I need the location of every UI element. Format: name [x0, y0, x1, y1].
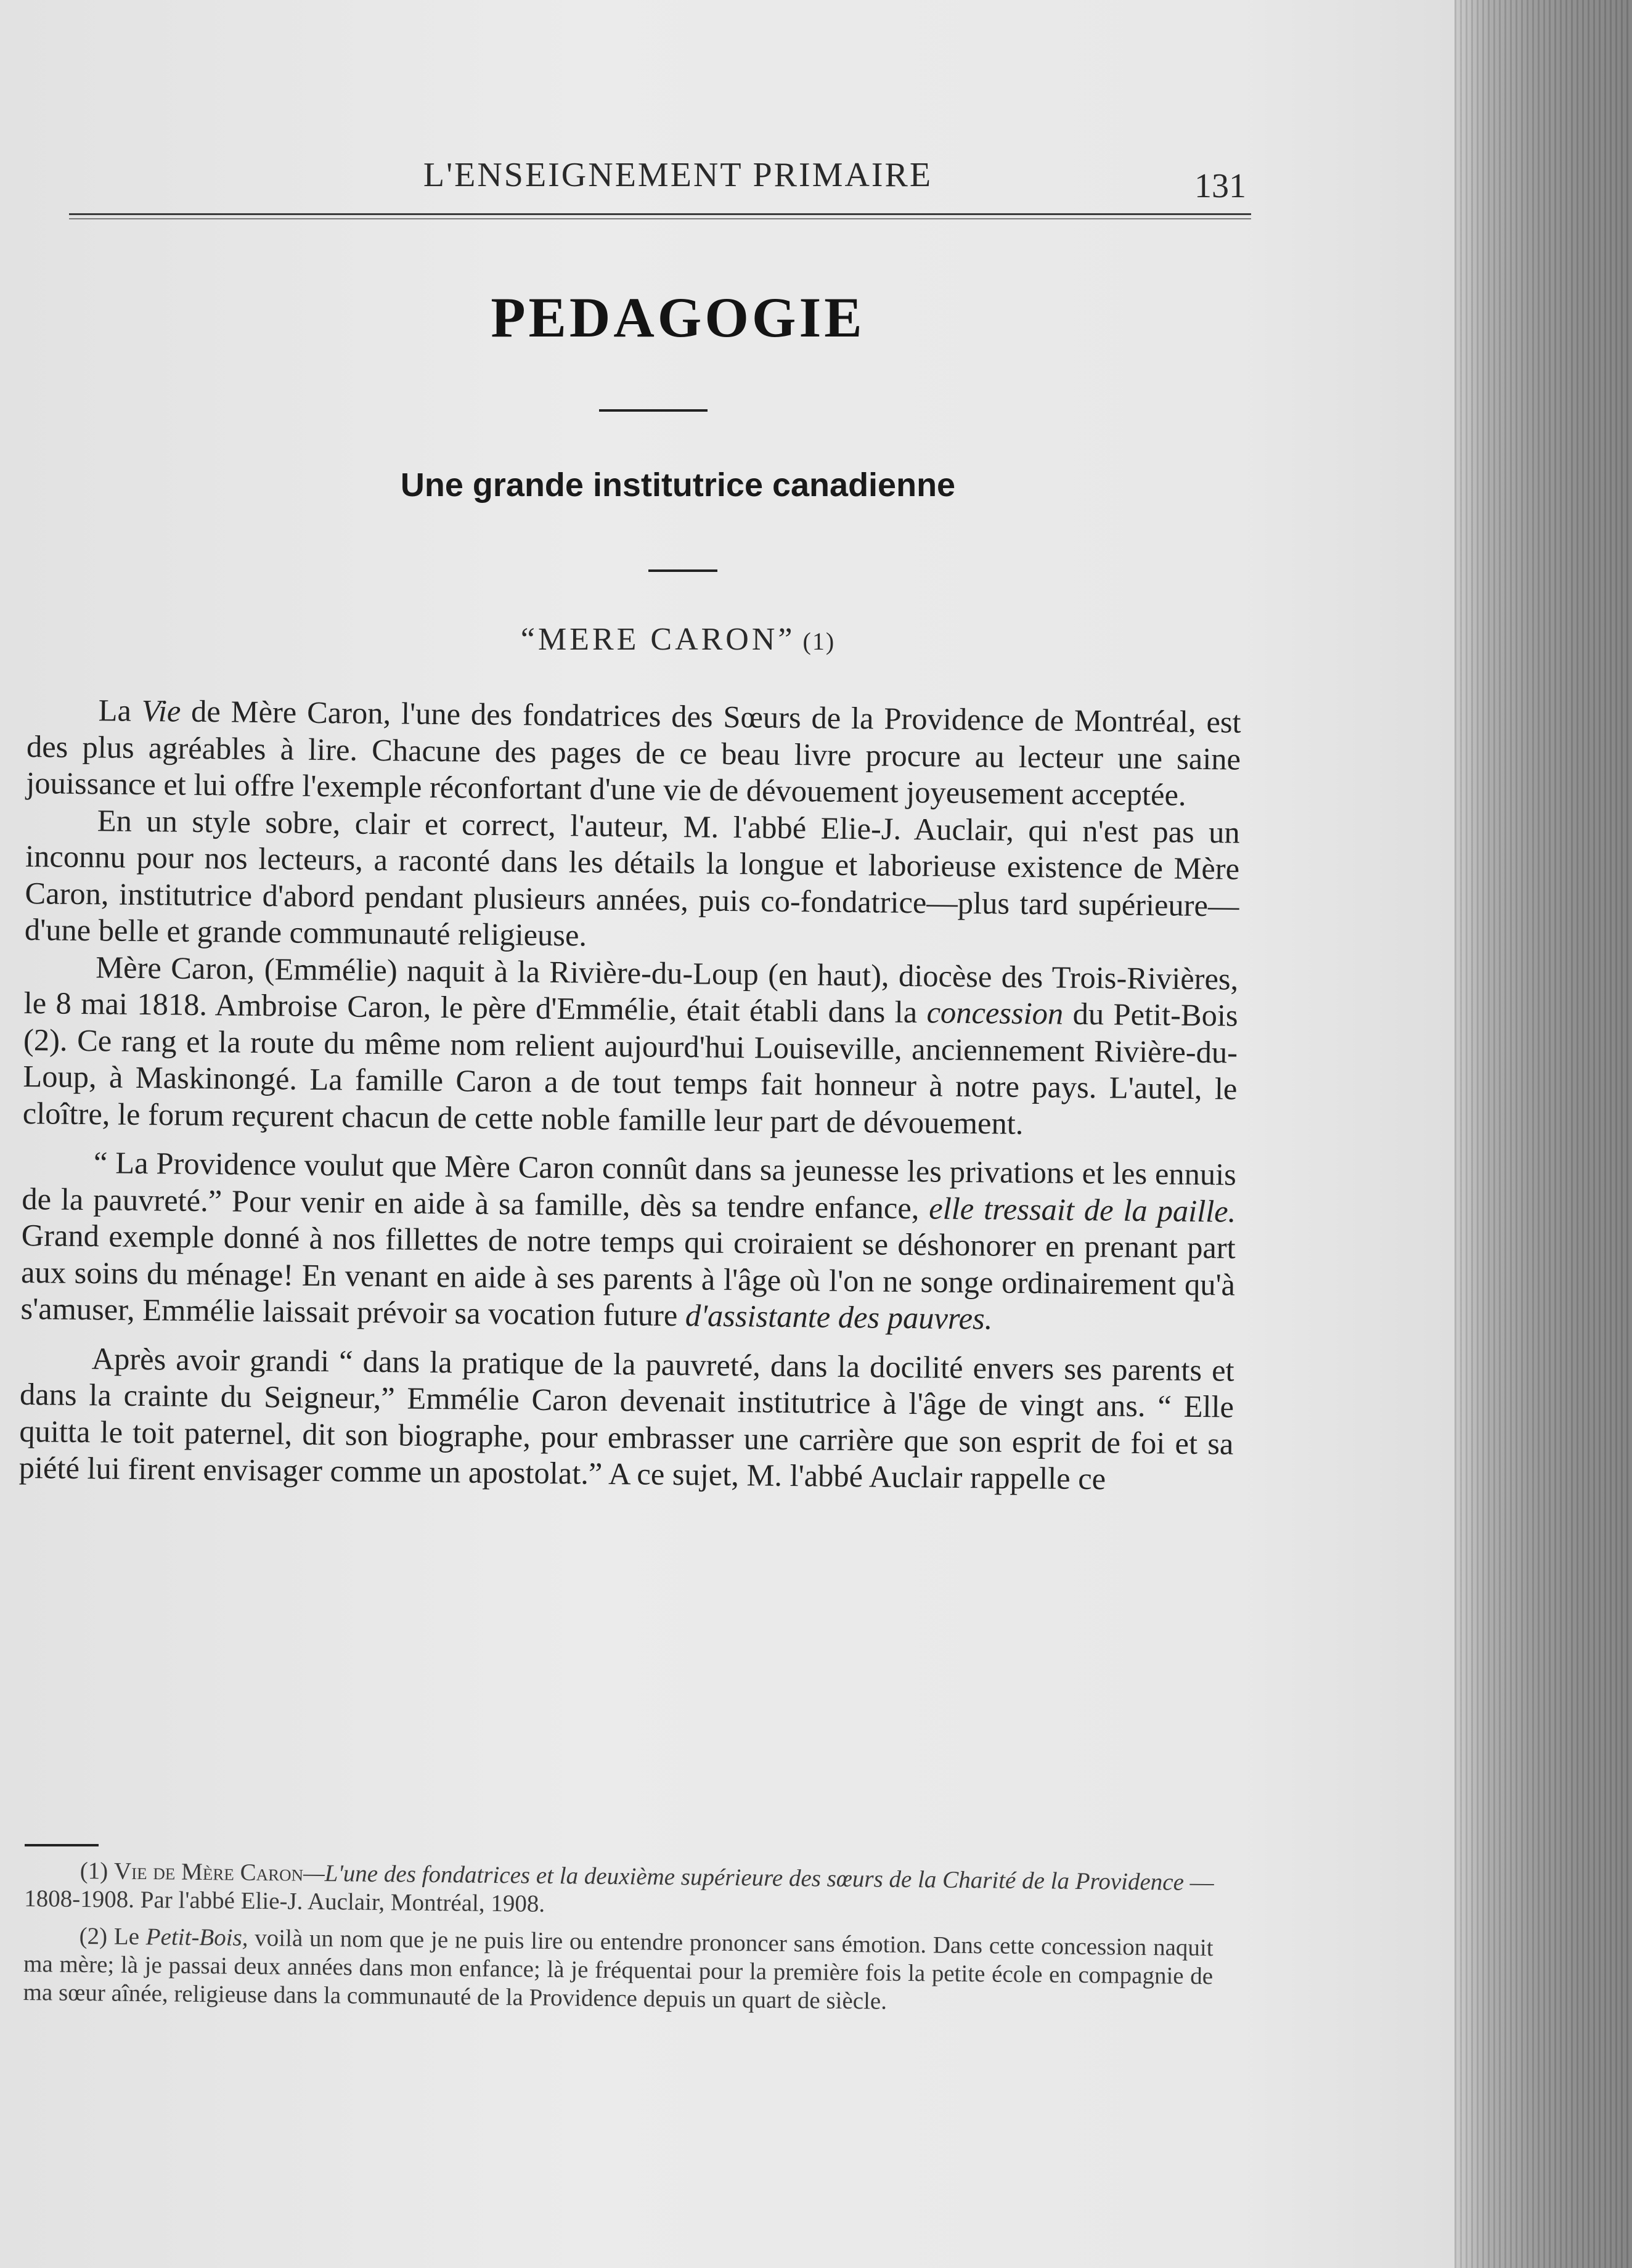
italic-text: —L'une des fondatrices et la deuxième supérieure des sœurs de la Charité de la Providence [303, 1859, 1185, 1896]
paragraph-4 [20, 1144, 1236, 1340]
text: Grand exemple donné à nos fillettes de notre temps qui croiraient se déshonorer en prenant part aux soins du ménage! En venant en aide à ses parents à l'âge où l'on ne songe ordinairement qu'à s'amuser, Emmélie laissait prévoir sa vocation future [20, 1217, 1236, 1333]
italic-text: elle tressait de la paille. [929, 1190, 1236, 1229]
text: La [98, 693, 142, 728]
footnote-number: (1) [80, 1857, 108, 1885]
paragraph-2: En un style sobre, clair et correct, l'auteur, M. l'abbé Elie-J. Auclair, qui n'est pas un inconnu pour nos lecteurs, a raconté dans les détails la longue et laborieuse existence de Mère Caron, institutrice d'abord pendant plusieurs années, puis co-fondatrice—plus tard supérieure—d'une belle et grande communauté religieuse. [24, 802, 1241, 953]
text: —1808-1908. Par l'abbé Elie-J. Auclair, Montréal, 1908. [24, 1869, 1214, 1917]
text: Le [107, 1923, 147, 1951]
article-body [18, 691, 1241, 1499]
italic-text: d'assistante des pauvres. [685, 1298, 993, 1336]
paragraph-1 [26, 691, 1241, 814]
italic-text: Petit-Bois, [145, 1923, 248, 1951]
text: de Mère Caron, l'une des fondatrices des Sœurs de la Providence de Montréal, est des plus agréables à lire. Chacune des pages de ce beau livre procure au lecteur une saine jouissance et lui offre l'exemple réconfortant d'une vie de dévouement joyeusement acceptée. [26, 693, 1241, 812]
subject-text: “MERE CARON” [520, 622, 796, 657]
header-rule [69, 213, 1251, 219]
italic-text: concession [926, 995, 1064, 1031]
article-title: Une grande institutrice canadienne [400, 467, 956, 504]
subtitle-divider [648, 569, 717, 572]
paragraph-3 [23, 948, 1239, 1144]
article-subject [370, 621, 986, 658]
footnote-1 [24, 1856, 1214, 1925]
text: voilà un nom que je ne puis lire ou entendre prononcer sans émotion. Dans cette concession naquit ma mère; là je passai deux années dans mon enfance; là je fréquentai pour la première fois la petite école en compagnie de ma sœur aînée, religieuse dans la communauté de la Providence depuis un quart de siècle. [23, 1924, 1214, 2015]
section-title: PEDAGOGIE [491, 286, 865, 349]
text: Mère Caron, (Emmélie) naquit à la Rivière-du-Loup (en haut), diocèse des Trois-Rivières, le 8 mai 1818. Ambroise Caron, le père d'Emmélie, était établi dans la [23, 949, 1239, 1030]
running-head: L'ENSEIGNEMENT PRIMAIRE [423, 156, 933, 194]
footnote-rule [25, 1844, 99, 1846]
footnote-number: (2) [79, 1922, 108, 1950]
footnote-book-title: Vie de Mère Caron [113, 1858, 304, 1887]
book-page-edges [1455, 0, 1632, 2268]
footnote-2 [23, 1922, 1213, 2019]
footnotes [23, 1856, 1214, 2019]
text: “ La Providence voulut que Mère Caron connût dans sa jeunesse les privations et les ennuis de la pauvreté.” Pour venir en aide à sa famille, dès sa tendre enfance, [22, 1145, 1237, 1225]
paragraph-5: Après avoir grandi “ dans la pratique de la pauvreté, dans la docilité envers ses parents et dans la crainte du Seigneur,” Emmélie Caron devenait institutrice à l'âge de vingt ans. “ Elle quitta le toit paternel, dit son biographe, pour embrasser une carrière que son esprit de foi et sa piété lui firent envisager comme un apostolat.” A ce sujet, M. l'abbé Auclair rappelle ce [18, 1340, 1234, 1496]
title-divider [599, 409, 708, 412]
text: du Petit-Bois (2). Ce rang et la route du même nom relient aujourd'hui Louiseville, anciennement Rivière-du-Loup, à Maskinongé. La famille Caron a de tout temps fait honneur à notre pays. L'autel, le cloître, le forum reçurent chacun de cette noble famille leur part de dévouement. [22, 996, 1238, 1141]
italic-text: Vie [141, 693, 181, 728]
page-number: 131 [1194, 167, 1246, 205]
footnote-ref: (1) [802, 627, 836, 655]
